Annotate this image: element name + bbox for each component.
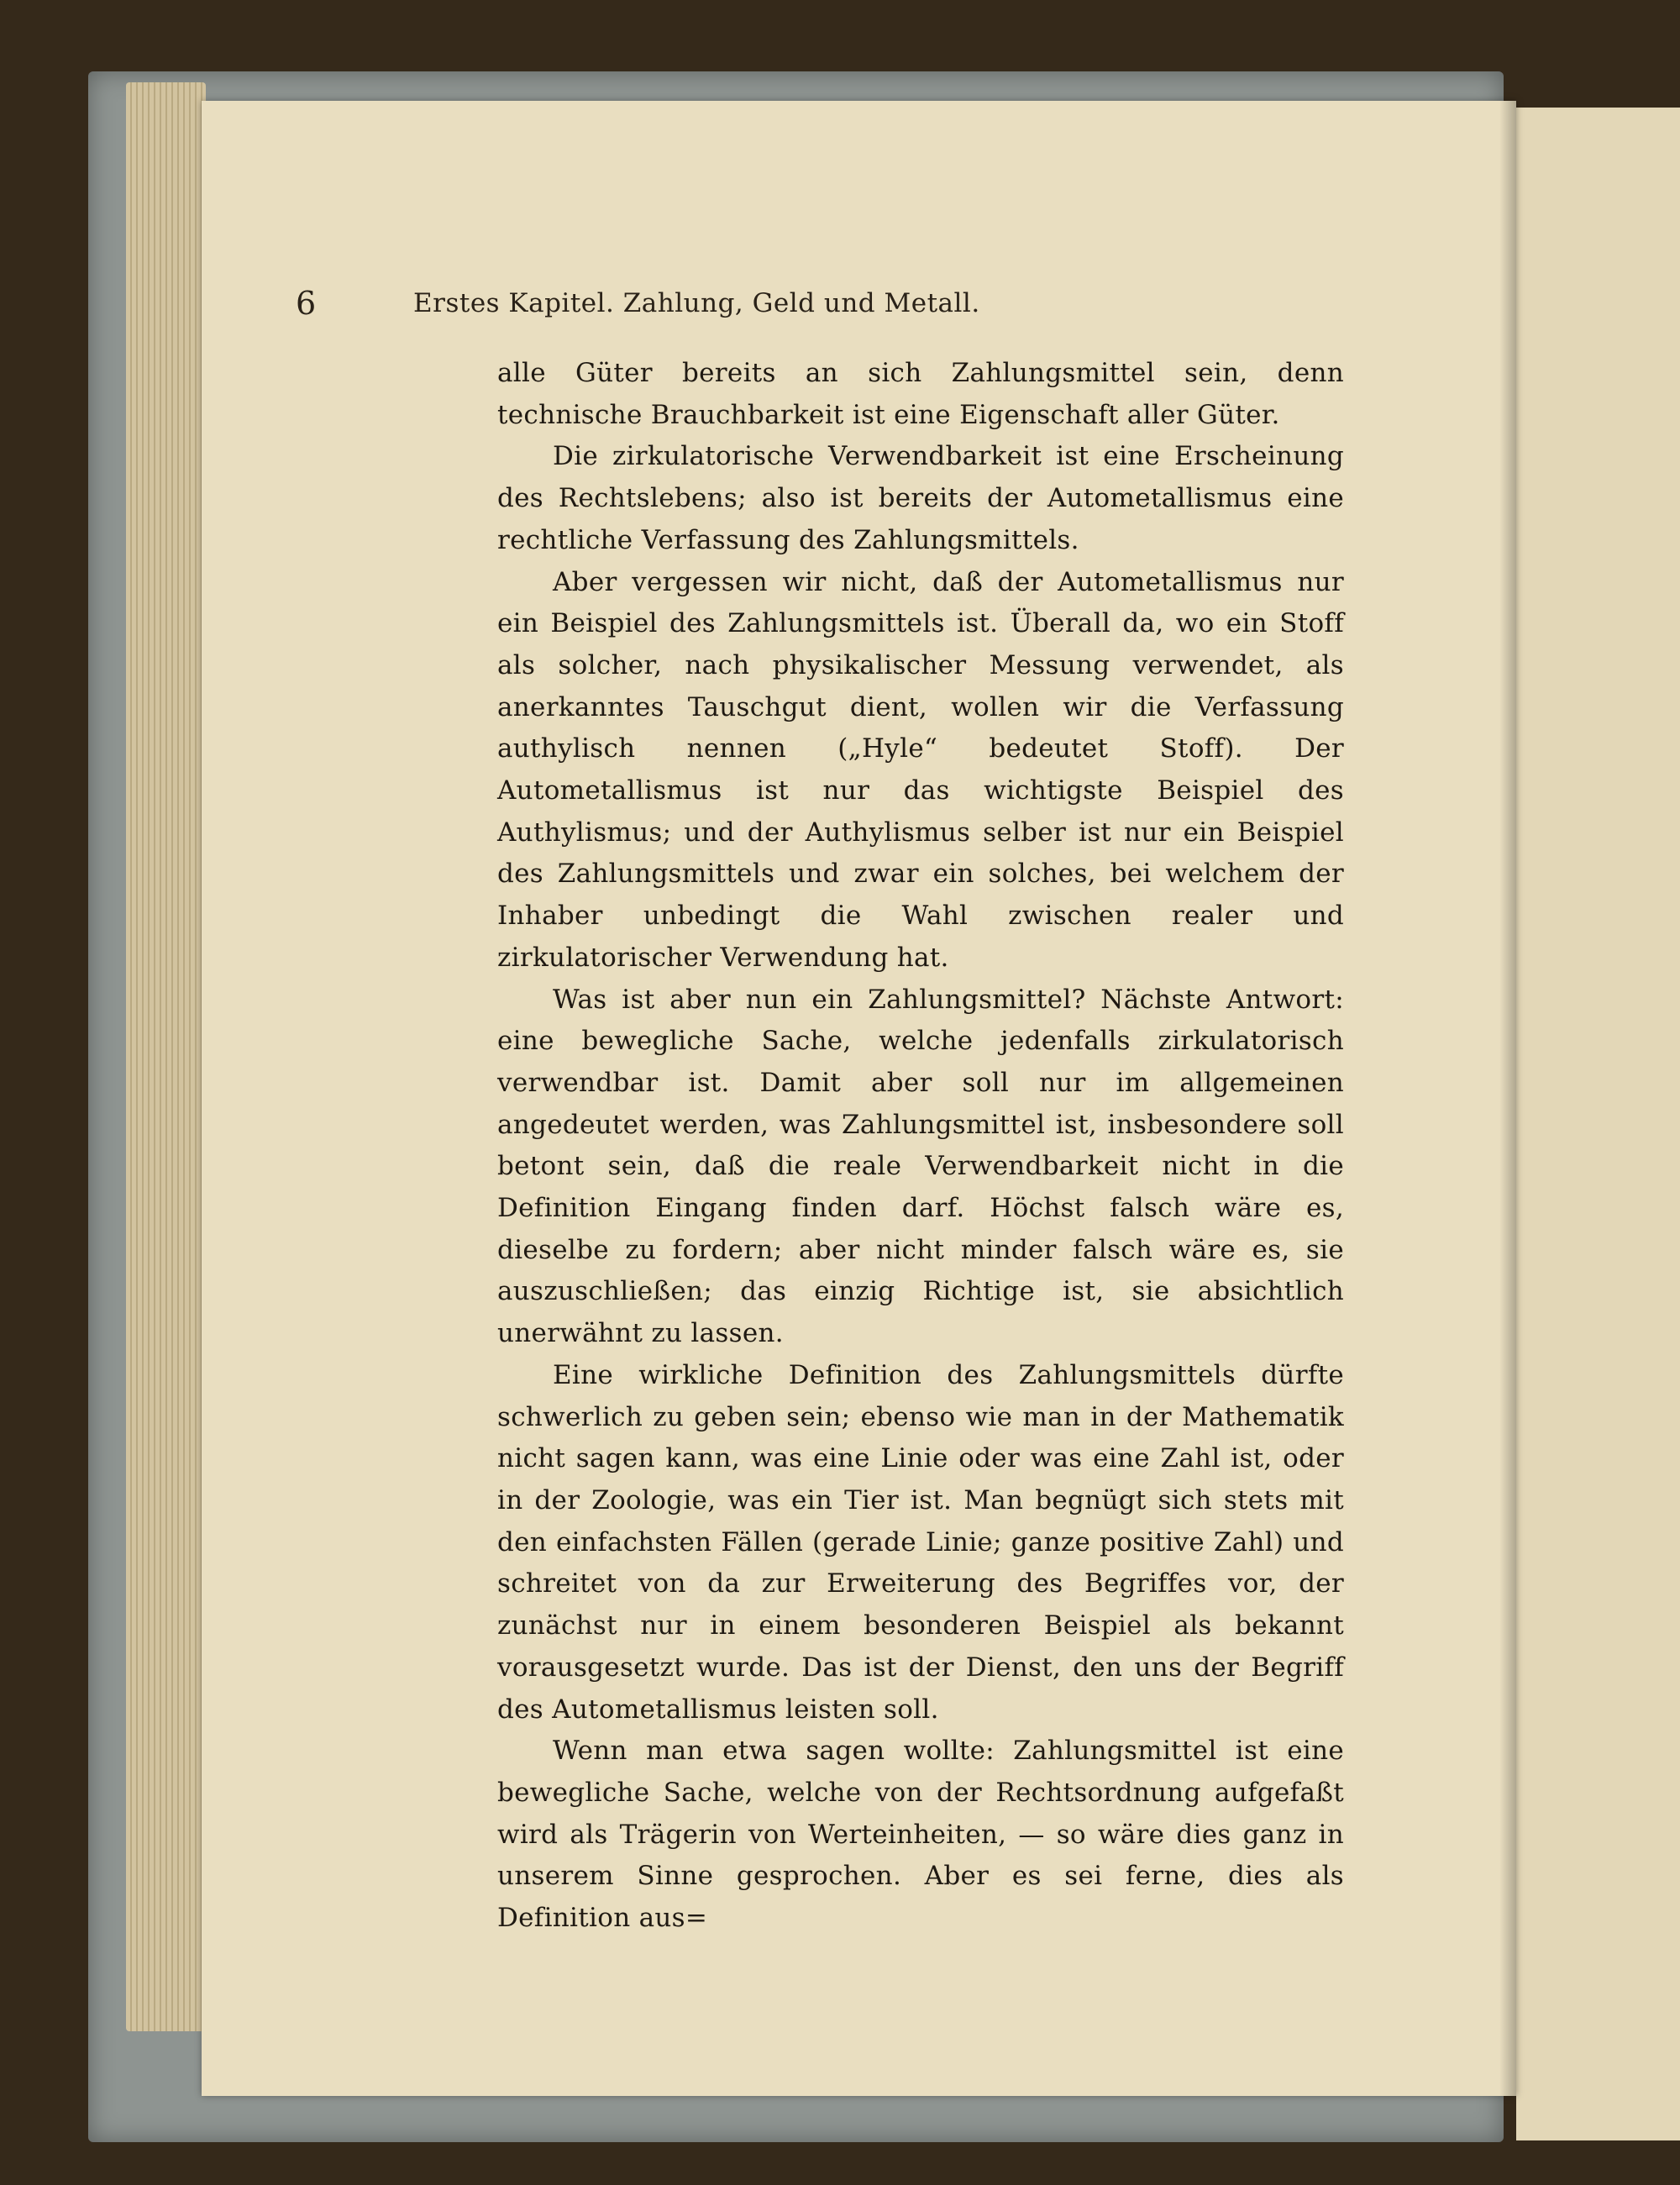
page-number: 6 [296, 285, 317, 322]
paragraph-4: Was ist aber nun ein Zahlungsmittel? Nächste Antwort: eine bewegliche Sache, welche jedenfalls zirkulatorisch verwendbar ist. Damit aber soll nur im allgemeinen angedeutet werden, was Zahlungsmittel ist, insbesondere soll betont sein, daß die reale Verwendbarkeit nicht in die Definition Eingang finden darf. Höchst falsch wäre es, dieselbe zu fordern; aber nicht minder falsch wäre es, sie auszuschließen; das einzig Richtige ist, sie absichtlich unerwähnt zu lassen. [497, 984, 1344, 1349]
page-gutter-shadow [1499, 101, 1516, 2096]
paragraph-2: Die zirkulatorische Verwendbarkeit ist eine Erscheinung des Rechtslebens; also ist bereits der Autometallismus eine rechtliche Verfassung des Zahlungsmittels. [497, 441, 1344, 555]
page-header [296, 282, 1136, 324]
paragraph-3: Aber vergessen wir nicht, daß der Autometallismus nur ein Beispiel des Zahlungsmittels ist. Überall da, wo ein Stoff als solcher, nach physikalischer Messung verwendet, als anerkanntes Tauschgut dient, wollen wir die Verfassung authylisch nennen („Hyle“ bedeutet Stoff). Der Autometallismus ist nur das wichtigste Beispiel des Authylismus; und der Authylismus selber ist nur ein Beispiel des Zahlungsmittels und zwar ein solches, bei welchem der Inhaber unbedingt die Wahl zwischen realer und zirkulatorischer Verwendung hat. [497, 566, 1344, 973]
paragraph-1: alle Güter bereits an sich Zahlungsmittel sein, denn technische Brauchbarkeit ist eine Eigenschaft aller Güter. [497, 358, 1344, 430]
facing-page-edge [1516, 108, 1680, 2140]
paragraph-6: Wenn man etwa sagen wollte: Zahlungsmittel ist eine bewegliche Sache, welche von der Rechtsordnung aufgefaßt wird als Trägerin von Werteinheiten, — so wäre dies ganz in unserem Sinne gesprochen. Aber es sei ferne, dies als Definition aus= [497, 1736, 1344, 1934]
page-edges [126, 82, 206, 2031]
running-head: Erstes Kapitel. Zahlung, Geld und Metall. [413, 288, 980, 318]
paragraph-5: Eine wirkliche Definition des Zahlungsmittels dürfte schwerlich zu geben sein; ebenso wie man in der Mathematik nicht sagen kann, was eine Linie oder was eine Zahl ist, oder in der Zoologie, was ein Tier ist. Man begnügt sich stets mit den einfachsten Fällen (gerade Linie; ganze positive Zahl) und schreitet von da zur Erweiterung des Begriffes vor, der zunächst nur in einem besonderen Beispiel als bekannt vorausgesetzt wurde. Das ist der Dienst, den uns der Begriff des Autometallismus leisten soll. [497, 1359, 1344, 1725]
body-text [497, 353, 1344, 1940]
